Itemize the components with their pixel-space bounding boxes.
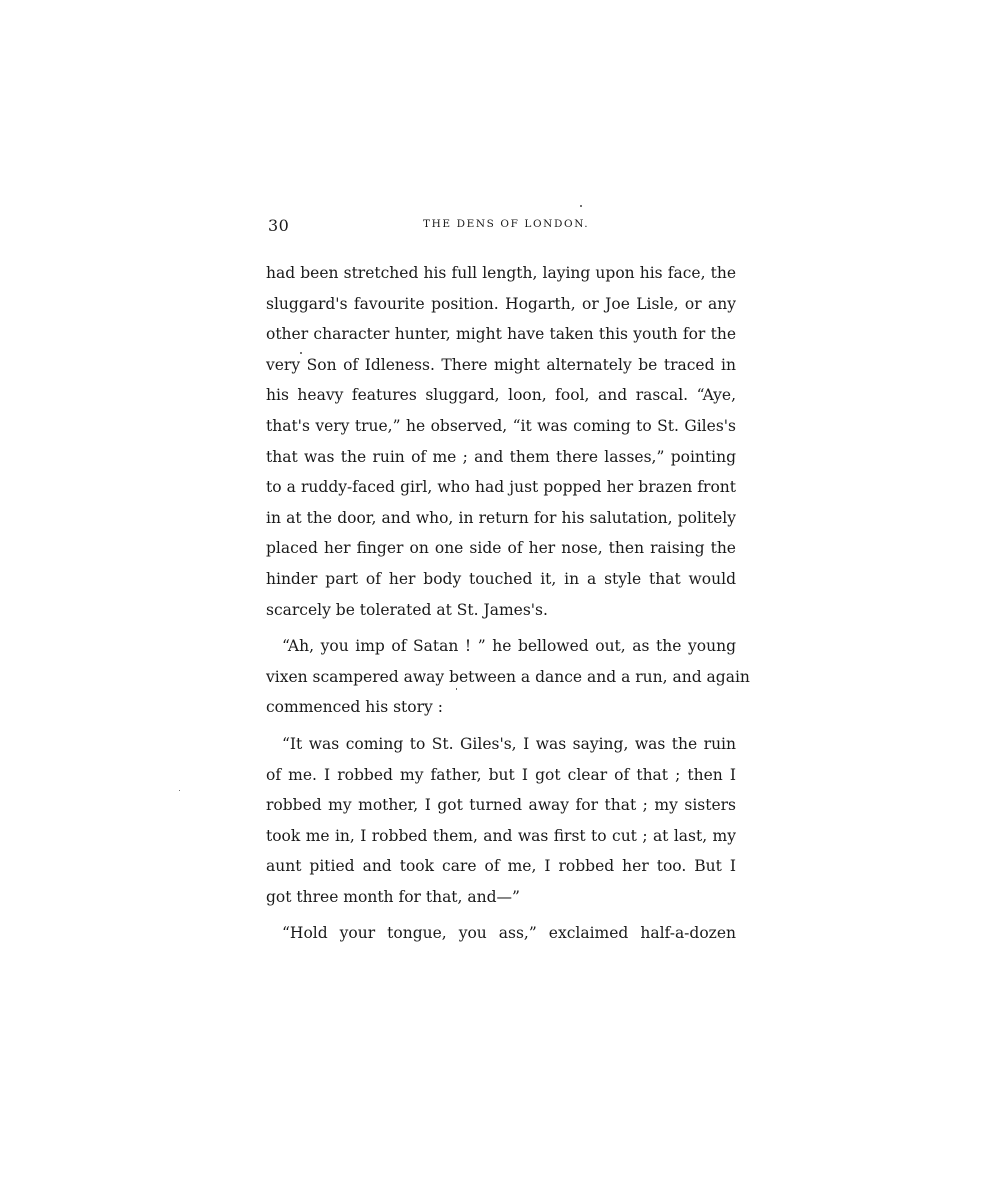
text-line: his heavy features sluggard, loon, fool, and rascal. “Aye, <box>266 386 736 405</box>
text-line: of me. I robbed my father, but I got clear of that ; then I <box>266 765 736 784</box>
scan-speck <box>456 688 457 690</box>
text-line: that was the ruin of me ; and them there lasses,” pointing <box>266 447 736 466</box>
paragraph-2 <box>266 631 750 723</box>
scan-speck <box>580 205 582 207</box>
running-head <box>268 216 734 238</box>
scan-speck <box>179 790 180 791</box>
text-line: scarcely be tolerated at St. James's. <box>266 600 548 619</box>
paragraph-3 <box>266 729 736 913</box>
text-line: other character hunter, might have taken this youth for the <box>266 325 736 344</box>
text-line: placed her finger on one side of her nose, then raising the <box>266 539 736 558</box>
text-line: hinder part of her body touched it, in a style that would <box>266 569 736 588</box>
running-title: THE DENS OF LONDON. <box>423 218 590 230</box>
text-line: aunt pitied and took care of me, I robbed her too. But I <box>266 857 736 876</box>
paragraph-4 <box>266 918 736 949</box>
text-line: “Hold your tongue, you ass,” exclaimed half-a-dozen <box>282 924 736 943</box>
paragraph-1 <box>266 258 736 625</box>
text-line: to a ruddy-faced girl, who had just popped her brazen front <box>266 478 736 497</box>
text-line: robbed my mother, I got turned away for that ; my sisters <box>266 796 736 815</box>
text-line: “Ah, you imp of Satan ! ” he bellowed out, as the young <box>282 637 736 656</box>
text-line: got three month for that, and—” <box>266 887 520 906</box>
text-line: “It was coming to St. Giles's, I was saying, was the ruin <box>282 734 736 753</box>
text-line: in at the door, and who, in return for his salutation, politely <box>266 508 736 527</box>
text-line: took me in, I robbed them, and was first to cut ; at last, my <box>266 826 736 845</box>
page-number: 30 <box>268 216 290 235</box>
text-line: commenced his story : <box>266 698 443 717</box>
text-line: that's very true,” he observed, “it was coming to St. Giles's <box>266 416 736 435</box>
scan-speck <box>300 352 302 354</box>
text-line: vixen scampered away between a dance and a run, and again <box>266 667 750 686</box>
text-line: sluggard's favourite position. Hogarth, or Joe Lisle, or any <box>266 294 736 313</box>
body-text <box>266 258 750 949</box>
text-line: very Son of Idleness. There might alternately be traced in <box>266 355 736 374</box>
text-line: had been stretched his full length, laying upon his face, the <box>266 264 736 282</box>
